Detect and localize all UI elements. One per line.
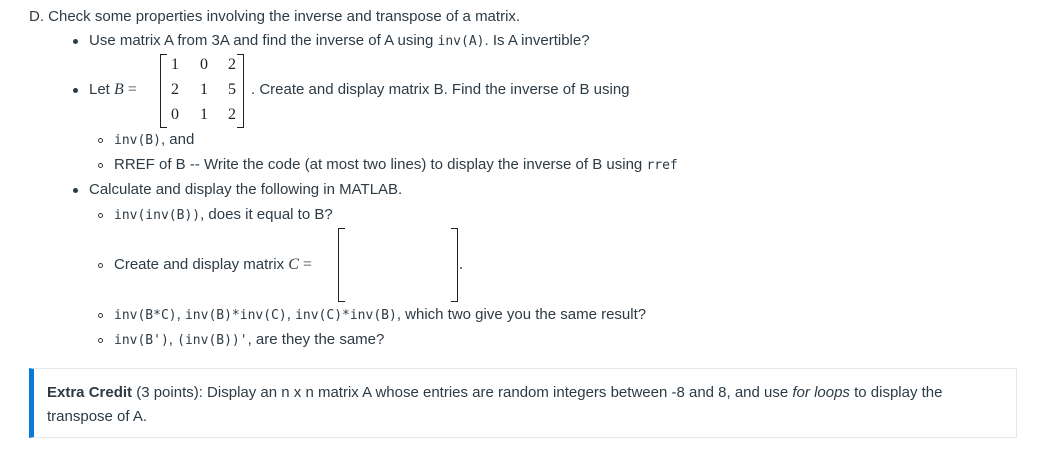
matrix-B xyxy=(160,54,244,128)
separator: , xyxy=(168,331,178,348)
bullet-disc xyxy=(73,88,78,93)
extra-credit-label: Extra Credit xyxy=(47,384,133,401)
sub-transpose xyxy=(114,331,384,348)
extra-credit-body: (3 points): Display an n x n matrix A whose entries are random integers between -8 and 8, and use xyxy=(132,384,793,401)
extra-credit-text xyxy=(47,381,1002,429)
matrix-B-cell: 2 xyxy=(228,106,236,123)
bullet-circle xyxy=(98,213,103,218)
sub-text: RREF of B -- Write the code (at most two lines) to display the inverse of B using xyxy=(114,156,647,173)
let-B-label xyxy=(89,81,137,99)
code-inv-B: inv(B) xyxy=(114,133,161,148)
matrix-C xyxy=(338,228,458,302)
matrix-right-bracket xyxy=(451,228,458,302)
sub-inv-products xyxy=(114,306,646,323)
sub-rref-B xyxy=(114,156,678,173)
matrix-B-cell: 1 xyxy=(171,56,179,73)
equals-sign: = xyxy=(298,256,312,273)
period: . xyxy=(459,256,463,273)
item-matlab: Calculate and display the following in MATLAB. xyxy=(89,181,403,198)
sub-inv-B xyxy=(114,131,194,148)
item-inverse-A xyxy=(89,32,590,49)
bullet-circle xyxy=(98,138,103,143)
var-B: B xyxy=(114,81,124,98)
bullet-disc xyxy=(73,39,78,44)
sub-text: , are they the same? xyxy=(247,331,385,348)
sub-text: Create and display matrix xyxy=(114,256,289,273)
bullet-circle xyxy=(98,313,103,318)
item-text: . Is A invertible? xyxy=(484,32,590,49)
sub-text: , does it equal to B? xyxy=(200,206,333,223)
code-invB-t: (inv(B))' xyxy=(177,333,248,348)
code-inv-BC: inv(B*C) xyxy=(114,308,177,323)
separator: , xyxy=(286,306,296,323)
let-text: Let xyxy=(89,81,115,98)
bullet-circle xyxy=(98,338,103,343)
code-inv-A: inv(A) xyxy=(437,34,485,49)
sub-inv-inv-B xyxy=(114,206,333,223)
extra-credit-body: to display the transpose of A. xyxy=(47,384,943,425)
sub-text: , and xyxy=(160,131,195,148)
matrix-B-cell: 0 xyxy=(171,106,179,123)
code-invB-invC: inv(B)*inv(C) xyxy=(184,308,287,323)
matrix-left-bracket xyxy=(338,228,345,302)
equals-sign: = xyxy=(123,81,137,98)
matrix-right-bracket xyxy=(237,54,244,128)
item-create-B: . Create and display matrix B. Find the inverse of B using xyxy=(251,81,630,98)
matrix-B-cell: 2 xyxy=(228,56,236,73)
bullet-circle xyxy=(98,163,103,168)
code-rref: rref xyxy=(646,158,678,173)
separator: , xyxy=(176,306,185,323)
matrix-B-cell: 1 xyxy=(200,81,208,98)
code-invC-invB: inv(C)*inv(B) xyxy=(295,308,397,323)
var-C: C xyxy=(288,256,299,273)
extra-credit-callout xyxy=(29,368,1017,438)
sub-create-C xyxy=(114,256,312,274)
item-text: Use matrix A from 3A and find the inverse of A using xyxy=(89,32,438,49)
bullet-disc xyxy=(73,188,78,193)
code-inv-Bt: inv(B') xyxy=(114,333,169,348)
matrix-B-cell: 1 xyxy=(200,106,208,123)
matrix-B-cell: 0 xyxy=(200,56,208,73)
sub-text: , which two give you the same result? xyxy=(396,306,647,323)
matrix-left-bracket xyxy=(160,54,167,128)
code-inv-inv-B: inv(inv(B)) xyxy=(114,208,201,223)
matrix-B-cell: 2 xyxy=(171,81,179,98)
section-heading: D. Check some properties involving the inverse and transpose of a matrix. xyxy=(29,8,521,25)
bullet-circle xyxy=(98,263,103,268)
for-loops-emphasis: for loops xyxy=(792,384,850,401)
matrix-B-cell: 5 xyxy=(228,81,236,98)
